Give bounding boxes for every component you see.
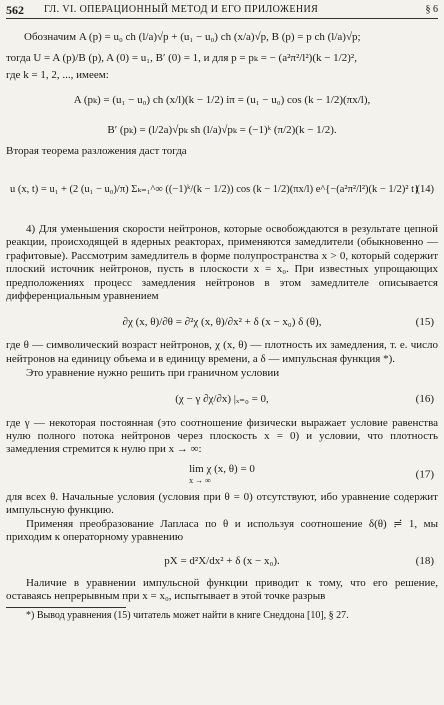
- page-number: 562: [6, 3, 24, 17]
- paragraph-theta-definition: где θ — символический возраст нейтронов, χ (x, θ) — плотность их замедления, т. е. число нейтронов на единицу объема и в единицу времени, а δ — импульсная функция *).: [6, 339, 438, 365]
- equation-17-limit-sub: x → ∞: [189, 476, 211, 486]
- equation-18: [6, 545, 438, 577]
- footnote-rule: [6, 607, 126, 608]
- paragraph-laplace: Применяя преобразование Лапласа по θ и используя соотношение δ(θ) ≓ 1, мы приходим к операторному уравнению: [6, 517, 438, 544]
- equation-16-number: (16): [415, 392, 434, 405]
- equation-14-body: u (x, t) = u₁ + (2 (u₁ − u₀)/π) Σₖ₌₁^∞ ((−1)ᵏ/(k − 1/2)) cos (k − 1/2)(πx/l) e^{−(a²π²/l²)(k − 1/2)² t}: [10, 184, 420, 195]
- where-line: где k = 1, 2, ..., имеем:: [6, 69, 109, 81]
- equation-17-number: (17): [415, 468, 434, 481]
- equation-15-number: (15): [415, 316, 434, 329]
- equation-18-number: (18): [415, 554, 434, 567]
- definition-line: Обозначим A (p) = u₀ ch (l/a)√p + (u₁ − u₀) ch (x/a)√p, B (p) = p ch (l/a)√p;: [24, 31, 361, 43]
- equation-b-prime-pk: B′ (pₖ) = (l/2a)√pₖ sh (l/a)√pₖ = (−1)ᵏ (π/2)(k − 1/2).: [107, 124, 337, 136]
- boundary-condition-intro: Это уравнение нужно решить при граничном условии: [26, 367, 280, 380]
- equation-17-body: lim χ (x, θ) = 0: [189, 462, 255, 475]
- equation-18-body: pX = d²X/dx² + δ (x − x₀).: [164, 554, 280, 567]
- paragraph-impulse: Наличие в уравнении импульсной функции приводит к тому, что его решение, оставаясь непрерывным при x = x₀, испытывает в этой точке разрыв: [6, 576, 438, 602]
- equation-16-body: (χ − γ ∂χ/∂x) |ₓ₌₀ = 0,: [175, 392, 269, 405]
- paragraph-initial-conditions: для всех θ. Начальные условия (условия при θ = 0) отсутствуют, ибо уравнение содержит импульсную функцию.: [6, 490, 438, 517]
- second-theorem-line: Вторая теорема разложения даст тогда: [6, 145, 187, 157]
- then-line: тогда U = A (p)/B (p), A (0) = u₁, B′ (0) = 1, и для p = pₖ = − (a²π²/l²)(k − 1/2)²,: [6, 52, 357, 64]
- chapter-title: ГЛ. VI. ОПЕРАЦИОННЫЙ МЕТОД И ЕГО ПРИЛОЖЕНИЯ: [44, 4, 319, 15]
- paragraph-moderator: 4) Для уменьшения скорости нейтронов, которые освобождаются в результате цепной реакции, происходящей в ядерных реакторах, применяются замедлители (обыкновенно — графитовые). Рассмотрим замедлитель в форме полупространства x > 0, который содержит плоский источник нейтронов, пусть в плоскости x = x₀. При известных упрощающих предположениях процесс замедления нейтронов в этом замедлителе описывается дифференциальным уравнением: [6, 223, 438, 303]
- equation-16: [6, 381, 438, 417]
- equation-14: [6, 163, 438, 217]
- paragraph-ref: § 6: [425, 4, 438, 15]
- equation-14-number: (14): [416, 184, 434, 195]
- paragraph-gamma-definition: где γ — некоторая постоянная (это соотношение физически выражает условие равенства нулю полного потока нейтронов через плоскость x = 0) и условии, что плотность замедления стремится к нулю при x → ∞:: [6, 416, 438, 456]
- equation-a-pk: A (pₖ) = (u₁ − u₀) ch (x/l)(k − 1/2) iπ = (u₁ − u₀) cos (k − 1/2)(πx/l),: [73, 94, 371, 106]
- footnote: *) Вывод уравнения (15) читатель может найти в книге Снеддона [10], § 27.: [26, 610, 349, 622]
- book-page: [6, 3, 438, 701]
- equation-15-body: ∂χ (x, θ)/∂θ = ∂²χ (x, θ)/∂x² + δ (x − x₀) δ (θ),: [122, 316, 322, 329]
- equation-15: [6, 305, 438, 339]
- equation-17: [6, 459, 438, 491]
- running-header: [6, 3, 438, 19]
